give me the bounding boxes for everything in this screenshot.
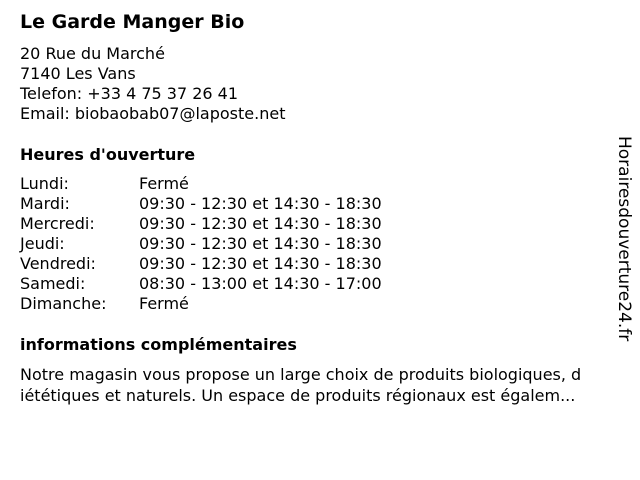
hours-row-jeudi bbox=[20, 234, 440, 254]
hours-row-lundi bbox=[20, 174, 440, 194]
hours-day: Jeudi: bbox=[20, 234, 65, 253]
hours-day: Mardi: bbox=[20, 194, 70, 213]
hours-time: 08:30 - 13:00 et 14:30 - 17:00 bbox=[139, 274, 382, 293]
hours-day: Mercredi: bbox=[20, 214, 95, 233]
hours-day: Samedi: bbox=[20, 274, 86, 293]
info-heading: informations complémentaires bbox=[20, 335, 297, 354]
address-street: 20 Rue du Marché bbox=[20, 44, 165, 63]
store-description bbox=[20, 364, 632, 406]
store-name: Le Garde Manger Bio bbox=[20, 11, 245, 33]
hours-time: 09:30 - 12:30 et 14:30 - 18:30 bbox=[139, 214, 382, 233]
hours-heading: Heures d'ouverture bbox=[20, 145, 196, 164]
hours-day: Vendredi: bbox=[20, 254, 96, 273]
hours-time: Fermé bbox=[139, 174, 189, 193]
watermark bbox=[612, 136, 636, 346]
watermark-text: Horairesdouverture24.fr bbox=[614, 136, 634, 342]
hours-day: Lundi: bbox=[20, 174, 69, 193]
hours-row-samedi bbox=[20, 274, 440, 294]
hours-row-mardi bbox=[20, 194, 440, 214]
hours-row-mercredi bbox=[20, 214, 440, 234]
hours-row-vendredi bbox=[20, 254, 440, 274]
phone-number: Telefon: +33 4 75 37 26 41 bbox=[20, 84, 239, 103]
email-address: Email: biobaobab07@laposte.net bbox=[20, 104, 286, 123]
description-line: Notre magasin vous propose un large choix de produits biologiques, d bbox=[20, 365, 582, 384]
hours-time: 09:30 - 12:30 et 14:30 - 18:30 bbox=[139, 194, 382, 213]
hours-day: Dimanche: bbox=[20, 294, 107, 313]
hours-time: 09:30 - 12:30 et 14:30 - 18:30 bbox=[139, 234, 382, 253]
opening-hours-table bbox=[20, 174, 440, 314]
hours-row-dimanche bbox=[20, 294, 440, 314]
address-city: 7140 Les Vans bbox=[20, 64, 136, 83]
hours-time: 09:30 - 12:30 et 14:30 - 18:30 bbox=[139, 254, 382, 273]
store-address bbox=[20, 44, 285, 124]
hours-time: Fermé bbox=[139, 294, 189, 313]
description-line: iététiques et naturels. Un espace de produits régionaux est égalem... bbox=[20, 386, 576, 405]
